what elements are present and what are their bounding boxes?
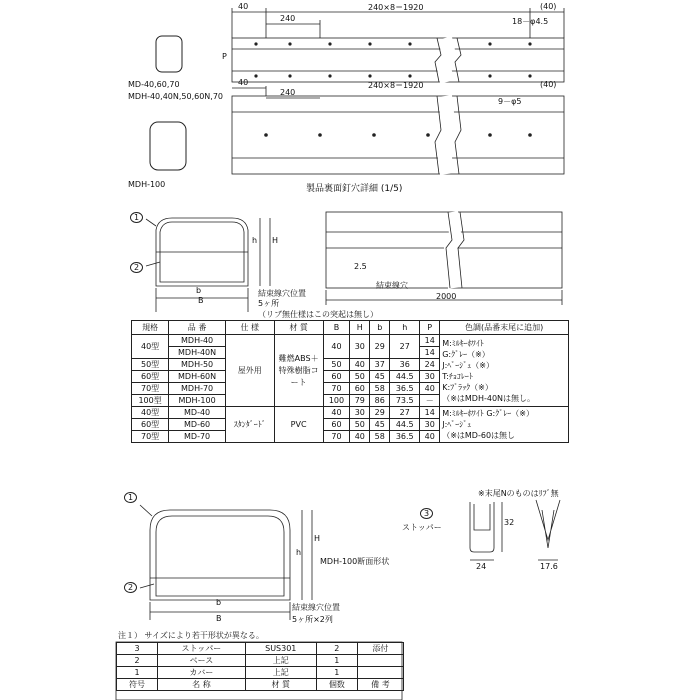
hole-strip-bottom bbox=[232, 96, 564, 174]
dim-17.6: 17.6 bbox=[540, 562, 558, 571]
dim-bottom-total: 240×8＝1920 bbox=[368, 81, 424, 90]
table-row: 70型 MD-70 70 40 58 36.5 40 bbox=[132, 431, 569, 443]
stopper-side bbox=[536, 500, 560, 548]
table-row: 3 ストッパー SUS301 2 添付 bbox=[117, 643, 404, 655]
colors-mdh: M:ﾐﾙｷｰﾎﾜｲﾄ G:ｸﾞﾚｰ（※） J:ﾍﾞｰｼﾞｭ（※） T:ﾁｮｺﾚｰﾄ K:ﾌﾞﾗｯｸ（※） （※はMDH-40Nは無し。 bbox=[440, 335, 569, 407]
dim-top-total: 240×8＝1920 bbox=[368, 3, 424, 12]
spec-outdoor: 屋外用 bbox=[225, 335, 274, 407]
dim-h: h bbox=[252, 236, 258, 245]
dim-p: P bbox=[222, 52, 227, 61]
tie-hole-count-2: 5ヶ所×2列 bbox=[292, 615, 333, 624]
th-h: h bbox=[390, 321, 420, 335]
mdh-profile-icon bbox=[150, 122, 186, 170]
dim-2.5: 2.5 bbox=[354, 262, 367, 271]
th-use: 仕 様 bbox=[225, 321, 274, 335]
table-row: 40型 MD-40 ｽﾀﾝﾀﾞｰﾄﾞ PVC 40 30 29 27 14 M:ﾐﾙｷｰﾎﾜｲﾄ G:ｸﾞﾚｰ（※） J:ﾍﾞｰｼﾞｭ （※はMD-60は無し bbox=[132, 407, 569, 419]
tie-hole-label-side: 結束線穴 bbox=[376, 281, 408, 290]
note-1: 注１） サイズにより若干形状が異なる。 bbox=[118, 631, 264, 640]
spec-standard: ｽﾀﾝﾀﾞｰﾄﾞ bbox=[225, 407, 274, 443]
dim-bottom-right: (40) bbox=[540, 80, 557, 89]
dim-top-pitch: 240 bbox=[280, 14, 296, 23]
table-row: 2 ベース 上記 1 bbox=[117, 655, 404, 667]
table-row: 100型 MDH-100 100 79 86 73.5 － bbox=[132, 395, 569, 407]
table-row: 50型 MDH-50 50 40 37 36 24 bbox=[132, 359, 569, 371]
table-header-row: 符号 名 称 材 質 個数 備 考 bbox=[117, 679, 404, 691]
suffix-note: ※末尾Nのものはﾘﾌﾞ無 bbox=[478, 489, 559, 498]
dim-H: H bbox=[272, 236, 279, 245]
table-row: 40型 MDH-40 屋外用 難燃ABS＋特殊樹脂コート 40 30 29 27 14 M:ﾐﾙｷｰﾎﾜｲﾄ G:ｸﾞﾚｰ（※） J:ﾍﾞｰｼﾞｭ（※） T:ﾁｮｺﾚｰﾄ K:ﾌﾞﾗｯｸ（※） （※はMDH-40Nは無し。 bbox=[132, 335, 569, 347]
dim-h2: h bbox=[296, 548, 302, 557]
th-material: 材 質 bbox=[274, 321, 323, 335]
dim-b: b bbox=[196, 286, 202, 295]
th-spec: 規格 bbox=[132, 321, 169, 335]
dim-top-right: (40) bbox=[540, 2, 557, 11]
md-profile-icon bbox=[156, 36, 182, 72]
material-mdh: 難燃ABS＋特殊樹脂コート bbox=[274, 335, 323, 407]
mdh100-label: MDH-100 bbox=[128, 180, 166, 189]
holes-caption: 製品裏面釘穴詳細 (1/5) bbox=[306, 184, 403, 194]
side-view bbox=[326, 212, 562, 288]
th-part: 品 番 bbox=[169, 321, 226, 335]
table-row: 60型 MD-60 60 50 45 44.5 30 bbox=[132, 419, 569, 431]
callout-1: 1 bbox=[130, 212, 143, 223]
hole-note-bottom: 9－φ5 bbox=[498, 97, 522, 106]
colors-md: M:ﾐﾙｷｰﾎﾜｲﾄ G:ｸﾞﾚｰ（※） J:ﾍﾞｰｼﾞｭ （※はMD-60は無し bbox=[440, 407, 569, 443]
cross-section-2 bbox=[150, 510, 290, 600]
tie-hole-count: 5ヶ所 bbox=[258, 299, 280, 308]
th-B: B bbox=[323, 321, 350, 335]
dim-b2: b bbox=[216, 598, 222, 607]
table-row: 60型 MDH-60N 60 50 45 44.5 30 bbox=[132, 371, 569, 383]
th-H: H bbox=[350, 321, 370, 335]
th-color: 色調(品番末尾に追加) bbox=[440, 321, 569, 335]
table-row: 1 カバー 上記 1 bbox=[117, 667, 404, 679]
tie-hole-label: 結束線穴位置 bbox=[258, 289, 306, 298]
th-P: P bbox=[420, 321, 440, 335]
hole-note-top: 18－φ4.5 bbox=[512, 17, 549, 26]
mdh-models-label: MDH-40,40N,50,60N,70 bbox=[128, 92, 224, 101]
table-row: MDH-40N 14 bbox=[132, 347, 569, 359]
spec-table bbox=[131, 320, 569, 443]
dim-B2: B bbox=[216, 614, 222, 623]
dim-24: 24 bbox=[476, 562, 487, 571]
callout-3: 3 bbox=[420, 508, 433, 519]
parts-table bbox=[116, 642, 404, 691]
callout-2b: 2 bbox=[124, 582, 137, 593]
th-b: b bbox=[370, 321, 390, 335]
dim-bottom-left: 40 bbox=[238, 78, 249, 87]
rib-note: （リブ無仕様はこの突起は無し） bbox=[258, 310, 378, 319]
dim-32: 32 bbox=[504, 518, 515, 527]
callout-2: 2 bbox=[130, 262, 143, 273]
dim-bottom-pitch: 240 bbox=[280, 88, 296, 97]
callout-1b: 1 bbox=[124, 492, 137, 503]
mdh100-caption: MDH-100断面形状 bbox=[320, 557, 390, 566]
dim-top-left: 40 bbox=[238, 2, 249, 11]
dim-B: B bbox=[198, 296, 204, 305]
dim-H2: H bbox=[314, 534, 321, 543]
hole-strip-top bbox=[232, 38, 564, 82]
tie-hole-label-2: 結束線穴位置 bbox=[292, 603, 340, 612]
stopper-label: ストッパー bbox=[402, 523, 442, 532]
table-row: 70型 MDH-70 70 60 58 36.5 40 bbox=[132, 383, 569, 395]
material-md: PVC bbox=[274, 407, 323, 443]
length-2000: 2000 bbox=[436, 292, 457, 301]
md-models-label: MD-40,60,70 bbox=[128, 80, 180, 89]
